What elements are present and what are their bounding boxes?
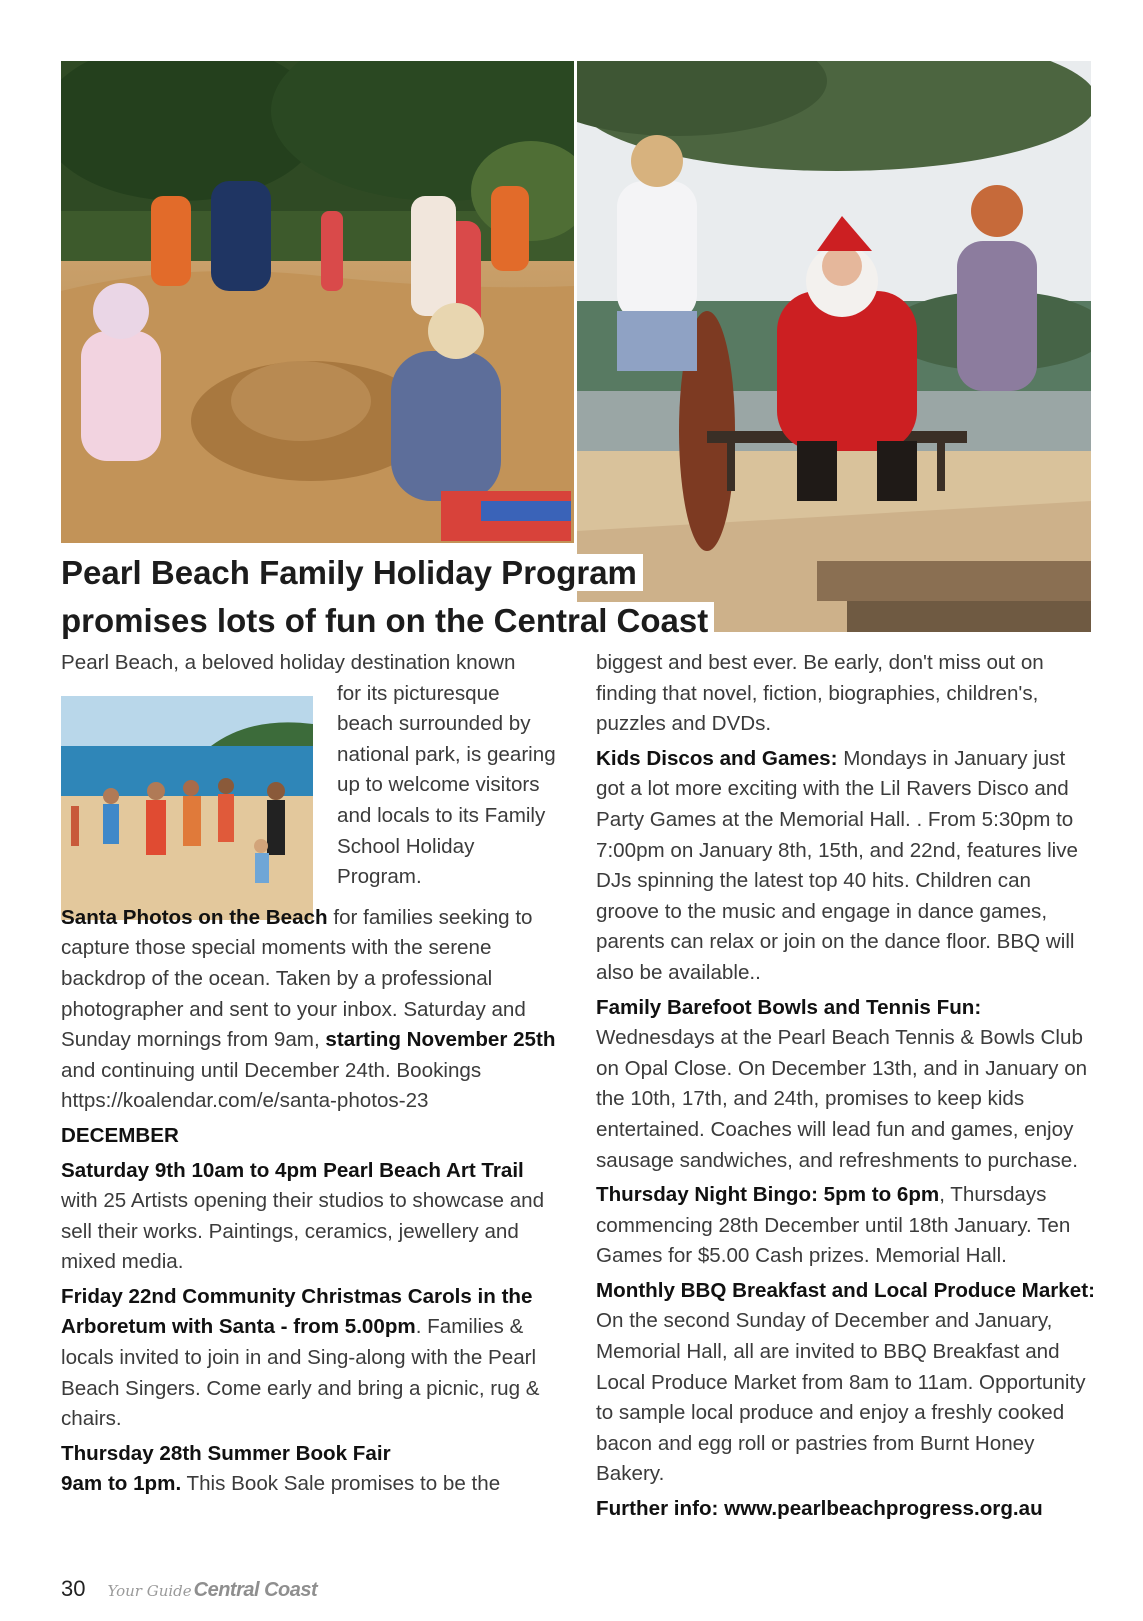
intro-first-line: Pearl Beach, a beloved holiday destination known — [61, 651, 516, 674]
kids-disco-title: Kids Discos and Games: — [596, 746, 838, 770]
book-fair-paragraph — [61, 1439, 561, 1500]
bingo-text: , Thursdays commencing 28th December until 18th January. Ten Games for $5.00 Cash prizes. Memorial Hall. — [596, 1183, 1071, 1268]
intro-paragraph — [61, 648, 561, 893]
book-fair-time: 9am to 1pm. — [61, 1472, 182, 1496]
art-trail-title: Saturday 9th 10am to 4pm Pearl Beach Art Trail — [61, 1158, 524, 1182]
footer-brand: Central Coast — [193, 1579, 318, 1601]
santa-photos-text-2: and continuing until December 24th. Bookings https://koalendar.com/e/santa-photos-23 — [61, 1058, 482, 1113]
bowls-title: Family Barefoot Bowls and Tennis Fun: — [596, 995, 982, 1019]
santa-photos-start: starting November 25th — [325, 1028, 556, 1052]
right-column — [596, 648, 1096, 1529]
further-info: Further info: www.pearlbeachprogress.org.au — [596, 1497, 1043, 1521]
page-title — [61, 549, 761, 645]
page-footer — [61, 1576, 317, 1606]
santa-photo-illustration — [577, 61, 1091, 632]
page-number: 30 — [61, 1576, 86, 1601]
bingo-paragraph — [596, 1180, 1096, 1272]
sandcastle-competition-photo — [61, 61, 574, 543]
art-trail-paragraph — [61, 1156, 561, 1278]
bowls-text: Wednesdays at the Pearl Beach Tennis & Bowls Club on Opal Close. On December 13th, and in January on the 10th, 17th, and 24th, promises to keep kids entertained. Coaches will lead fun and games, enjoy sausage sandwiches, and refreshments to purchase. — [596, 1026, 1088, 1172]
left-column — [61, 648, 561, 1504]
month-heading: DECEMBER — [61, 1123, 179, 1147]
santa-photos-text-1: for families seeking to capture those special moments with the serene backdrop of the ocean. Taken by a professional photographer and sent to your inbox. Saturday and Sunday mornings from 9am, — [61, 905, 533, 1052]
santa-on-beach-photo — [577, 61, 1091, 632]
title-line-1: Pearl Beach Family Holiday Program — [61, 554, 643, 591]
kids-disco-text: Mondays in January just got a lot more exciting with the Lil Ravers Disco and Party Games at the Memorial Hall. . From 5:30pm to 7:00pm on January 8th, 15th, and 22nd, features live DJs spinning the latest top 40 hits. Children can groove to the music and engage in dance games, parents can relax or join on the dance floor. BBQ will also be available.. — [596, 746, 1078, 984]
footer-your-guide: Your Guide — [107, 1582, 192, 1600]
bbq-paragraph — [596, 1276, 1096, 1490]
santa-photos-title: Santa Photos on the Beach — [61, 905, 328, 929]
kids-disco-paragraph — [596, 744, 1096, 989]
bingo-title: Thursday Night Bingo: 5pm to 6pm — [596, 1183, 940, 1207]
carols-paragraph — [61, 1282, 561, 1435]
bbq-title: Monthly BBQ Breakfast and Local Produce Market: — [596, 1278, 1095, 1302]
carols-title: Friday 22nd Community Christmas Carols in the Arboretum with Santa - from 5.00pm — [61, 1284, 533, 1339]
book-fair-continued: biggest and best ever. Be early, don't miss out on finding that novel, fiction, biographies, children's, puzzles and DVDs. — [596, 651, 1044, 736]
book-fair-title: Thursday 28th Summer Book Fair — [61, 1441, 391, 1465]
intro-rest: for its picturesque beach surrounded by national park, is gearing up to welcome visitors and locals to its Family School Holiday Program. — [337, 681, 556, 889]
santa-photos-paragraph — [61, 903, 561, 1117]
title-line-2: promises lots of fun on the Central Coast — [61, 602, 714, 639]
art-trail-text: with 25 Artists opening their studios to showcase and sell their works. Paintings, ceramics, jewellery and mixed media. — [61, 1189, 545, 1274]
bbq-text: On the second Sunday of December and January, Memorial Hall, all are invited to BBQ Breakfast and Local Produce Market from 8am to 11am. Opportunity to sample local produce and enjoy a freshly cooked bacon and egg roll or pastries from Burnt Honey Bakery. — [596, 1309, 1086, 1486]
carols-text: . Families & locals invited to join in and Sing-along with the Pearl Beach Singers. Come early and bring a picnic, rug & chairs. — [61, 1315, 540, 1431]
bowls-paragraph — [596, 993, 1096, 1177]
book-fair-text: This Book Sale promises to be the — [181, 1472, 501, 1496]
sandcastle-photo-illustration — [61, 61, 574, 543]
